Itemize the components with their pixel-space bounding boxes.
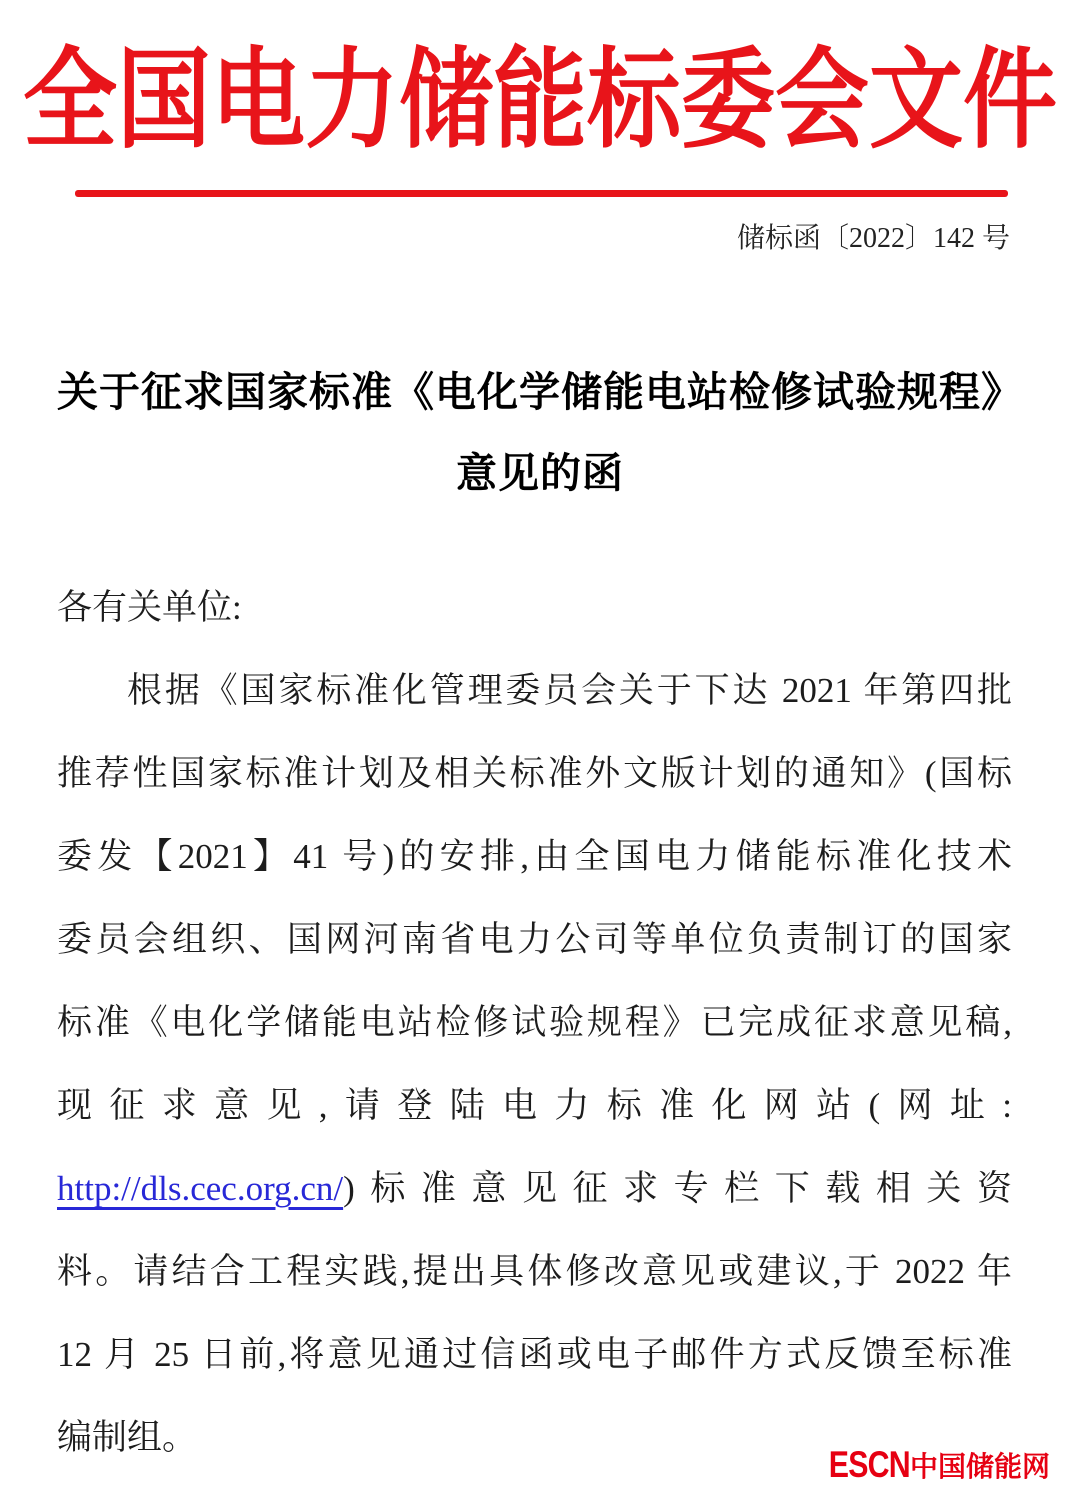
salutation: 各有关单位: bbox=[57, 588, 242, 627]
body-line: 编制组。 bbox=[57, 1418, 198, 1457]
standards-site-link[interactable]: http://dls.cec.org.cn/ bbox=[57, 1169, 344, 1208]
body-line: 委员会组织、国网河南省电力公司等单位负责制订的国家 bbox=[57, 920, 1012, 959]
red-divider-line bbox=[75, 190, 1008, 197]
letter-title-line1: 关于征求国家标准《电化学储能电站检修试验规程》 bbox=[57, 369, 1023, 415]
body-line: 推荐性国家标准计划及相关标准外文版计划的通知》(国标 bbox=[57, 754, 1012, 793]
body-line: 现征求意见,请登陆电力标准化网站(网址: bbox=[57, 1086, 1012, 1125]
body-line: 根据《国家标准化管理委员会关于下达 2021 年第四批 bbox=[127, 671, 1012, 710]
letter-title bbox=[0, 352, 1080, 514]
body-line-after-link: )标准意见征求专栏下载相关资 bbox=[343, 1169, 1012, 1208]
body-line: 12 月 25 日前,将意见通过信函或电子邮件方式反馈至标准 bbox=[57, 1335, 1012, 1374]
red-header-org-title: 全国电力储能标委会文件 bbox=[22, 41, 1057, 162]
body-line: 标准《电化学储能电站检修试验规程》已完成征求意见稿, bbox=[57, 1003, 1012, 1042]
letter-body bbox=[57, 566, 1012, 1479]
body-line-with-link bbox=[57, 1147, 1012, 1230]
escn-watermark-logo bbox=[811, 1444, 1050, 1486]
body-line: 料。请结合工程实践,提出具体修改意见或建议,于 2022 年 bbox=[57, 1252, 1012, 1291]
escn-logo-cjk: 中国储能网 bbox=[909, 1451, 1050, 1482]
document-number: 储标函〔2022〕142 号 bbox=[736, 223, 1010, 254]
body-line: 委发【2021】41 号)的安排,由全国电力储能标准化技术 bbox=[57, 837, 1012, 876]
escn-logo-latin: ESCN bbox=[828, 1444, 910, 1485]
letter-title-line2: 意见的函 bbox=[456, 450, 624, 496]
